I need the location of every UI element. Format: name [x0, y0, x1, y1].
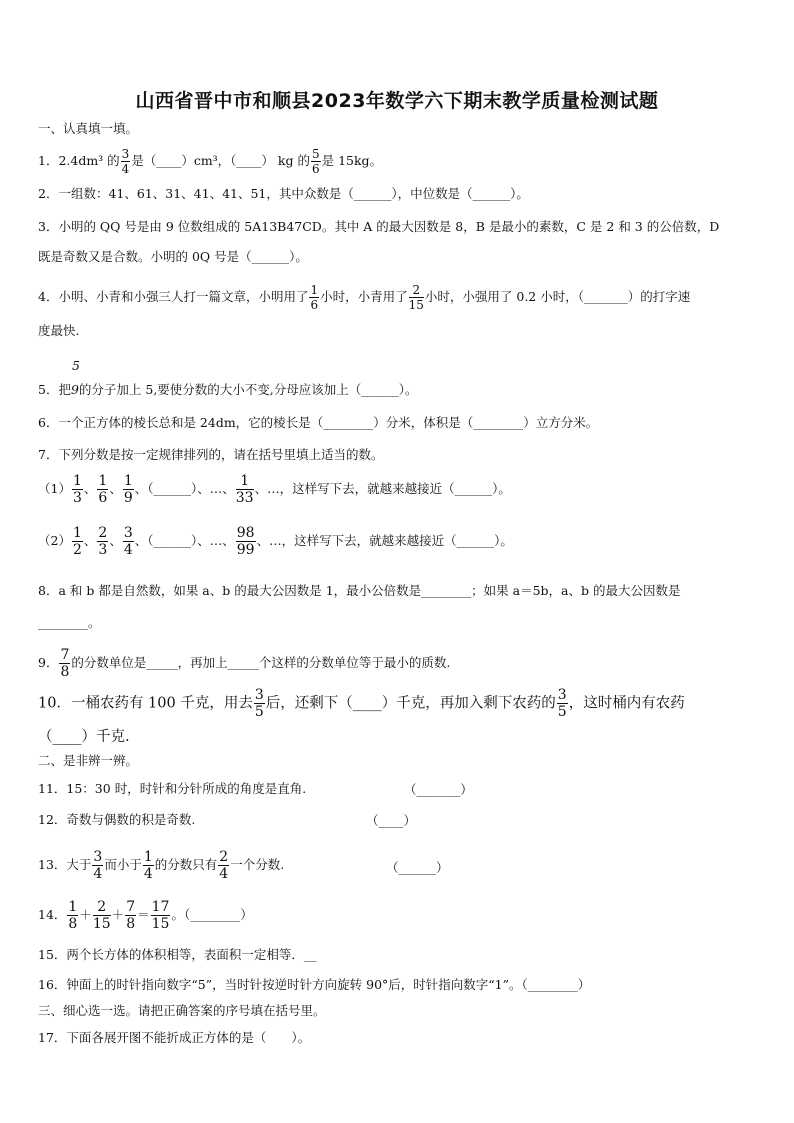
question-4: 4．小明、小青和小强三人打一篇文章，小明用了 $\frac{1}{6}$ 小时，小青用了 $\frac{2}{15}$ 小时，小强用了 0.2 小时，（_______）的打字速 — [38, 283, 691, 312]
question-1: 1．2.4dm³ 的 $\frac{3}{4}$ 是（____）cm³，（____） kg 的 $\frac{5}{6}$ 是 15kg。 — [38, 147, 383, 176]
question-5-denominator: 9 — [70, 382, 79, 397]
page-title: 山西省晋中市和顺县2023年数学六下期末教学质量检测试题 — [135, 90, 659, 112]
fraction: $\frac{2}{4}$ — [219, 849, 229, 882]
question-11: 11．15：30 时，时针和分针所成的角度是直角. — [38, 781, 307, 796]
question-10-line-2: （____）千克. — [38, 729, 130, 745]
fraction: $\frac{7}{8}$ — [126, 899, 136, 932]
question-6: 6．一个正方体的棱长总和是 24dm，它的棱长是（________）分米，体积是（________）立方分米。 — [38, 415, 599, 430]
question-4-line-2: 度最快. — [38, 323, 80, 338]
section-heading-3: 三、细心选一选。请把正确答案的序号填在括号里。 — [38, 1003, 326, 1018]
fraction: $\frac{1}{6}$ — [310, 283, 319, 312]
fraction: $\frac{5}{6}$ — [311, 147, 320, 176]
question-13: 13．大于 $\frac{3}{4}$ 而小于 $\frac{1}{4}$ 的分数只有 $\frac{2}{4}$ 一个分数. — [38, 849, 285, 882]
question-8-line-1: 8．a 和 b 都是自然数，如果 a、b 的最大公因数是 1，最小公倍数是________；如果 a＝5b，a、b 的最大公因数是 — [38, 583, 681, 598]
fraction: $\frac{3}{4}$ — [123, 525, 133, 558]
question-7-row-1: （1） $\frac{1}{3}$ 、 $\frac{1}{6}$ 、 $\frac{1}{9}$ 、（______）、…、 $\frac{1}{33}$ 、…，这样写下去，就越来越接近（______）。 — [38, 473, 511, 506]
fraction: $\frac{2}{15}$ — [408, 283, 424, 312]
question-9: 9． $\frac{7}{8}$ 的分数单位是_____，再加上_____个这样的分数单位等于最小的质数. — [38, 647, 451, 680]
fraction: $\frac{3}{4}$ — [93, 849, 103, 882]
fraction: $\frac{1}{6}$ — [98, 473, 108, 506]
fraction: $\frac{98}{99}$ — [236, 525, 255, 558]
fraction: $\frac{3}{5}$ — [254, 687, 264, 720]
answer-blank: （____） — [366, 813, 417, 828]
fraction: $\frac{3}{4}$ — [121, 147, 130, 176]
question-12: 12．奇数与偶数的积是奇数. — [38, 812, 196, 827]
question-3-line-1: 3．小明的 QQ 号是由 9 位数组成的 5A13B47CD。其中 A 的最大因数是 8，B 是最小的素数，C 是 2 和 3 的公倍数，D — [38, 219, 720, 234]
fraction: $\frac{1}{8}$ — [68, 899, 78, 932]
question-5-numerator: 5 — [72, 358, 80, 373]
fraction: $\frac{7}{8}$ — [60, 647, 70, 680]
question-7-intro: 7．下列分数是按一定规律排列的，请在括号里填上适当的数。 — [38, 447, 384, 462]
question-14: 14． $\frac{1}{8}$ ＋ $\frac{2}{15}$ ＋ $\frac{7}{8}$ ＝ $\frac{17}{15}$ 。（________） — [38, 899, 253, 932]
question-3-line-2: 既是奇数又是合数。小明的 0Q 号是（______）。 — [38, 249, 308, 264]
question-2: 2．一组数：41、61、31、41、41、51，其中众数是（______），中位数是（______）。 — [38, 186, 529, 201]
fraction: $\frac{3}{5}$ — [557, 687, 567, 720]
fraction: $\frac{1}{3}$ — [72, 473, 82, 506]
question-10: 10．一桶农药有 100 千克，用去 $\frac{3}{5}$ 后，还剩下（____）千克，再加入剩下农药的 $\frac{3}{5}$ ，这时桶内有农药 — [38, 687, 685, 720]
fraction: $\frac{1}{2}$ — [72, 525, 82, 558]
question-17: 17．下面各展开图不能折成正方体的是（ ）。 — [38, 1030, 311, 1045]
fraction: $\frac{2}{3}$ — [98, 525, 108, 558]
question-8-line-2: ________。 — [38, 615, 101, 630]
fraction: $\frac{1}{33}$ — [235, 473, 254, 506]
section-heading-2: 二、是非辨一辨。 — [38, 753, 139, 768]
fraction: $\frac{1}{9}$ — [123, 473, 133, 506]
fraction: $\frac{1}{4}$ — [143, 849, 153, 882]
answer-blank: （_______） — [404, 782, 473, 797]
question-5: 5．把9的分子加上 5,要使分数的大小不变,分母应该加上（______）。 — [38, 382, 418, 397]
fraction: $\frac{17}{15}$ — [151, 899, 170, 932]
question-15: 15．两个长方体的体积相等，表面积一定相等．__ — [38, 947, 317, 962]
question-16: 16．钟面上的时针指向数字“5”，当时针按逆时针方向旋转 90°后，时针指向数字“1”。（________） — [38, 977, 591, 992]
answer-blank: （______） — [386, 860, 449, 875]
question-7-row-2: （2） $\frac{1}{2}$ 、 $\frac{2}{3}$ 、 $\frac{3}{4}$ 、（______）、…、 $\frac{98}{99}$ 、…，这样写下去，就越来越接近（______）。 — [38, 525, 513, 558]
section-heading-1: 一、认真填一填。 — [38, 121, 139, 136]
fraction: $\frac{2}{15}$ — [92, 899, 111, 932]
